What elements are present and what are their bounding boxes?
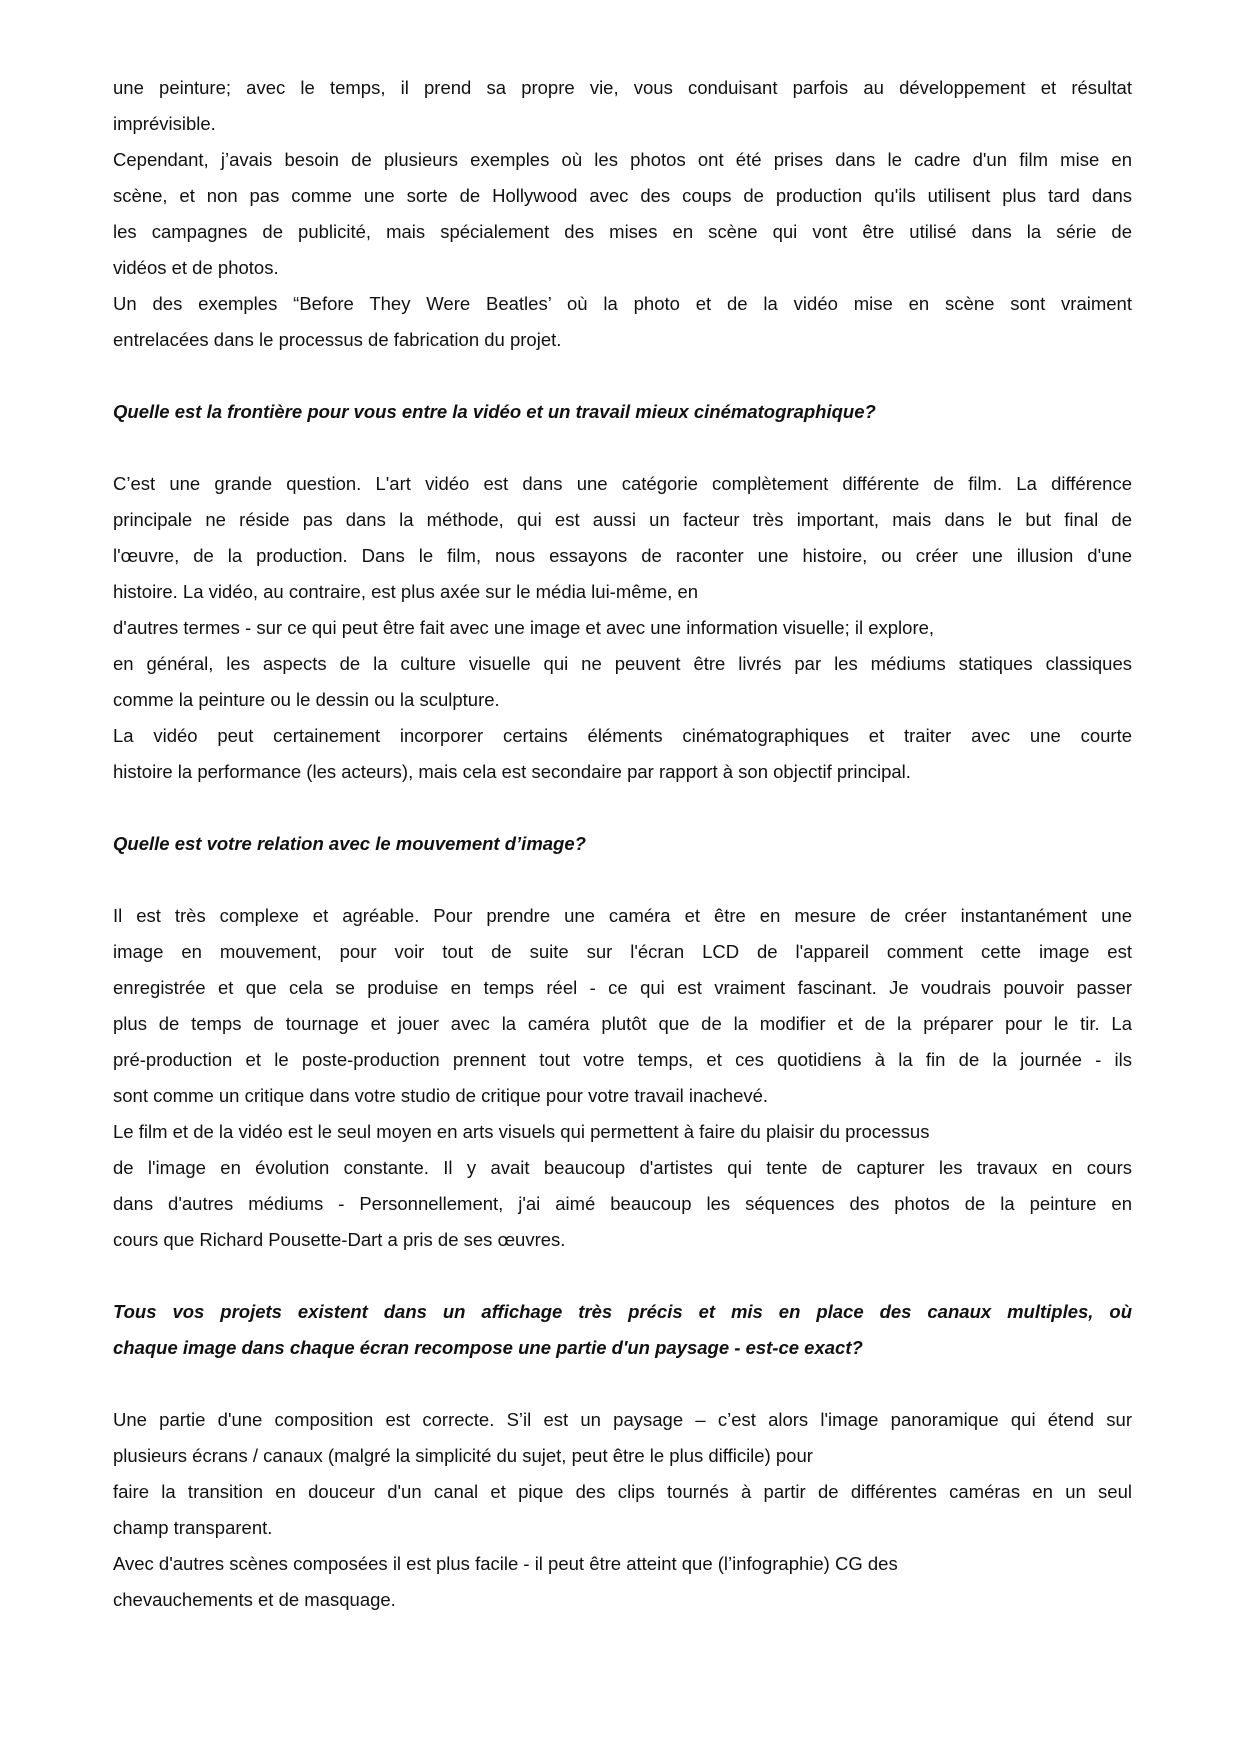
spacer [113, 862, 1132, 898]
paragraph [113, 142, 1132, 286]
text-line: La vidéo peut certainement incorporer certains éléments cinématographiques et traiter avec une courte [113, 725, 1132, 746]
paragraph [113, 286, 1132, 358]
text-line: entrelacées dans le processus de fabrication du projet. [113, 329, 562, 350]
text-line: en général, les aspects de la culture visuelle qui ne peuvent être livrés par les médiums statiques classiques [113, 653, 1132, 674]
text-line: champ transparent. [113, 1517, 273, 1538]
text-line: plus de temps de tournage et jouer avec la caméra plutôt que de la modifier et de la préparer pour le tir. La [113, 1013, 1132, 1034]
text-line: histoire. La vidéo, au contraire, est plus axée sur le média lui-même, en [113, 581, 699, 602]
text-line: comme la peinture ou le dessin ou la sculpture. [113, 689, 500, 710]
document-body [113, 70, 1132, 1618]
text-line: faire la transition en douceur d'un canal et pique des clips tournés à partir de différentes caméras en un seul [113, 1481, 1132, 1502]
paragraph [113, 466, 1132, 610]
text-line: Un des exemples “Before They Were Beatles’ où la photo et de la vidéo mise en scène sont vraiment [113, 293, 1132, 314]
question-line: Tous vos projets existent dans un affichage très précis et mis en place des canaux multiples, où [113, 1301, 1132, 1322]
text-line: Le film et de la vidéo est le seul moyen en arts visuels qui permettent à faire du plaisir du processus [113, 1121, 930, 1142]
text-line: C’est une grande question. L'art vidéo est dans une catégorie complètement différente de film. La différence [113, 473, 1132, 494]
text-line: Il est très complexe et agréable. Pour prendre une caméra et être en mesure de créer instantanément une [113, 905, 1132, 926]
question-line: Quelle est la frontière pour vous entre la vidéo et un travail mieux cinématographique? [113, 401, 876, 422]
paragraph [113, 646, 1132, 718]
text-line: les campagnes de publicité, mais spécialement des mises en scène qui vont être utilisé dans la série de [113, 221, 1132, 242]
text-line: l'œuvre, de la production. Dans le film, nous essayons de raconter une histoire, ou créer une illusion d'une [113, 545, 1132, 566]
interview-question [113, 826, 1132, 862]
text-line: vidéos et de photos. [113, 257, 279, 278]
text-line: enregistrée et que cela se produise en temps réel - ce qui est vraiment fascinant. Je voudrais pouvoir passer [113, 977, 1132, 998]
spacer [113, 430, 1132, 466]
paragraph [113, 1546, 1132, 1618]
text-line: Une partie d'une composition est correcte. S’il est un paysage – c’est alors l'image panoramique qui étend sur [113, 1409, 1132, 1430]
paragraph [113, 1150, 1132, 1258]
paragraph [113, 70, 1132, 142]
spacer [113, 358, 1132, 394]
question-line: Quelle est votre relation avec le mouvement d’image? [113, 833, 586, 854]
text-line: pré-production et le poste-production prennent tout votre temps, et ces quotidiens à la fin de la journée - ils [113, 1049, 1132, 1070]
text-line: histoire la performance (les acteurs), mais cela est secondaire par rapport à son objectif principal. [113, 761, 911, 782]
paragraph [113, 718, 1132, 790]
text-line: cours que Richard Pousette-Dart a pris de ses œuvres. [113, 1229, 566, 1250]
text-line: de l'image en évolution constante. Il y avait beaucoup d'artistes qui tente de capturer les travaux en cours [113, 1157, 1132, 1178]
text-line: d'autres termes - sur ce qui peut être fait avec une image et avec une information visuelle; il explore, [113, 617, 935, 638]
paragraph [113, 898, 1132, 1114]
text-line: chevauchements et de masquage. [113, 1589, 396, 1610]
spacer [113, 1366, 1132, 1402]
text-line: une peinture; avec le temps, il prend sa propre vie, vous conduisant parfois au développement et résultat [113, 77, 1132, 98]
spacer [113, 1258, 1132, 1294]
interview-question [113, 1294, 1132, 1366]
paragraph [113, 610, 1132, 646]
spacer [113, 790, 1132, 826]
text-line: sont comme un critique dans votre studio de critique pour votre travail inachevé. [113, 1085, 769, 1106]
question-line: chaque image dans chaque écran recompose une partie d'un paysage - est-ce exact? [113, 1337, 863, 1358]
text-line: Cependant, j’avais besoin de plusieurs exemples où les photos ont été prises dans le cadre d'un film mise en [113, 149, 1132, 170]
text-line: imprévisible. [113, 113, 216, 134]
text-line: image en mouvement, pour voir tout de suite sur l'écran LCD de l'appareil comment cette image est [113, 941, 1132, 962]
text-line: principale ne réside pas dans la méthode, qui est aussi un facteur très important, mais dans le but final de [113, 509, 1132, 530]
text-line: Avec d'autres scènes composées il est plus facile - il peut être atteint que (l’infographie) CG des [113, 1553, 898, 1574]
text-line: plusieurs écrans / canaux (malgré la simplicité du sujet, peut être le plus difficile) pour [113, 1445, 813, 1466]
paragraph [113, 1474, 1132, 1546]
text-line: scène, et non pas comme une sorte de Hollywood avec des coups de production qu'ils utilisent plus tard dans [113, 185, 1132, 206]
paragraph [113, 1114, 1132, 1150]
interview-question [113, 394, 1132, 430]
text-line: dans d'autres médiums - Personnellement, j'ai aimé beaucoup les séquences des photos de la peinture en [113, 1193, 1132, 1214]
paragraph [113, 1402, 1132, 1474]
